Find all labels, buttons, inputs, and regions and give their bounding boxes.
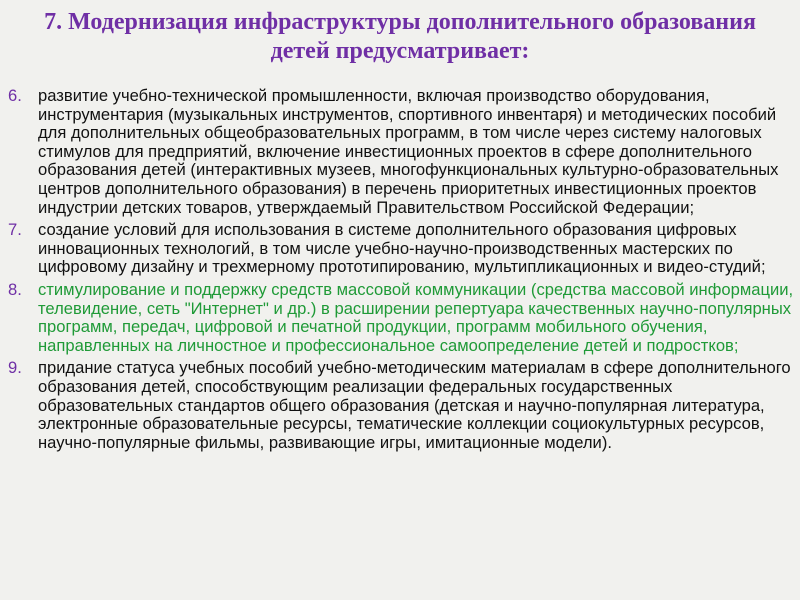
list-item [8,221,794,277]
list-item-number: 8. [8,279,22,299]
list-item-text: развитие учебно-технической промышленности, включая производство оборудования, инструментария (музыкальных инструментов, спортивного инвентаря) и методических пособий для дополнительных общеобразовательных программ, в том числе через систему налоговых стимулов для предприятий, включение инвестиционных проектов в сфере дополнительного образования детей (интерактивных музеев, многофункциональных культурно-образовательных центров дополнительного образования) в перечень приоритетных инвестиционных проектов индустрии детских товаров, утверждаемый Правительством Российской Федерации; [38,86,779,217]
list-item [8,281,794,355]
numbered-list [8,87,794,452]
list-item-text: создание условий для использования в системе дополнительного образования цифровых инновационных технологий, в том числе учебно-научно-производственных мастерских по цифровому дизайну и трехмерному прототипированию, мультипликационных и видео-студий; [38,220,766,277]
slide-title: 7. Модернизация инфраструктуры дополнительного образования детей предусматривает: [44,9,756,64]
list-item-number: 6. [8,86,22,105]
list-item [8,87,794,217]
list-item-text: придание статуса учебных пособий учебно-методическим материалам в сфере дополнительного образования детей, способствующим реализации федеральных государственных образовательных стандартов общего образования (детская и научно-популярная литература, электронные образовательные ресурсы, тематические коллекции социокультурных ресурсов, научно-популярные фильмы, развивающие игры, имитационные модели). [38,358,791,452]
list-item [8,359,794,452]
list-item-text: стимулирование и поддержку средств массовой коммуникации (средства массовой информации, телевидение, сеть "Интернет" и др.) в расширении репертуара качественных научно-популярных программ, передач, цифровой и печатной продукции, программ мобильного обучения, направленных на личностное и профессиональное самоопределение детей и подростков; [38,279,794,355]
list-item-number: 9. [8,358,22,378]
list-item-number: 7. [8,220,22,240]
